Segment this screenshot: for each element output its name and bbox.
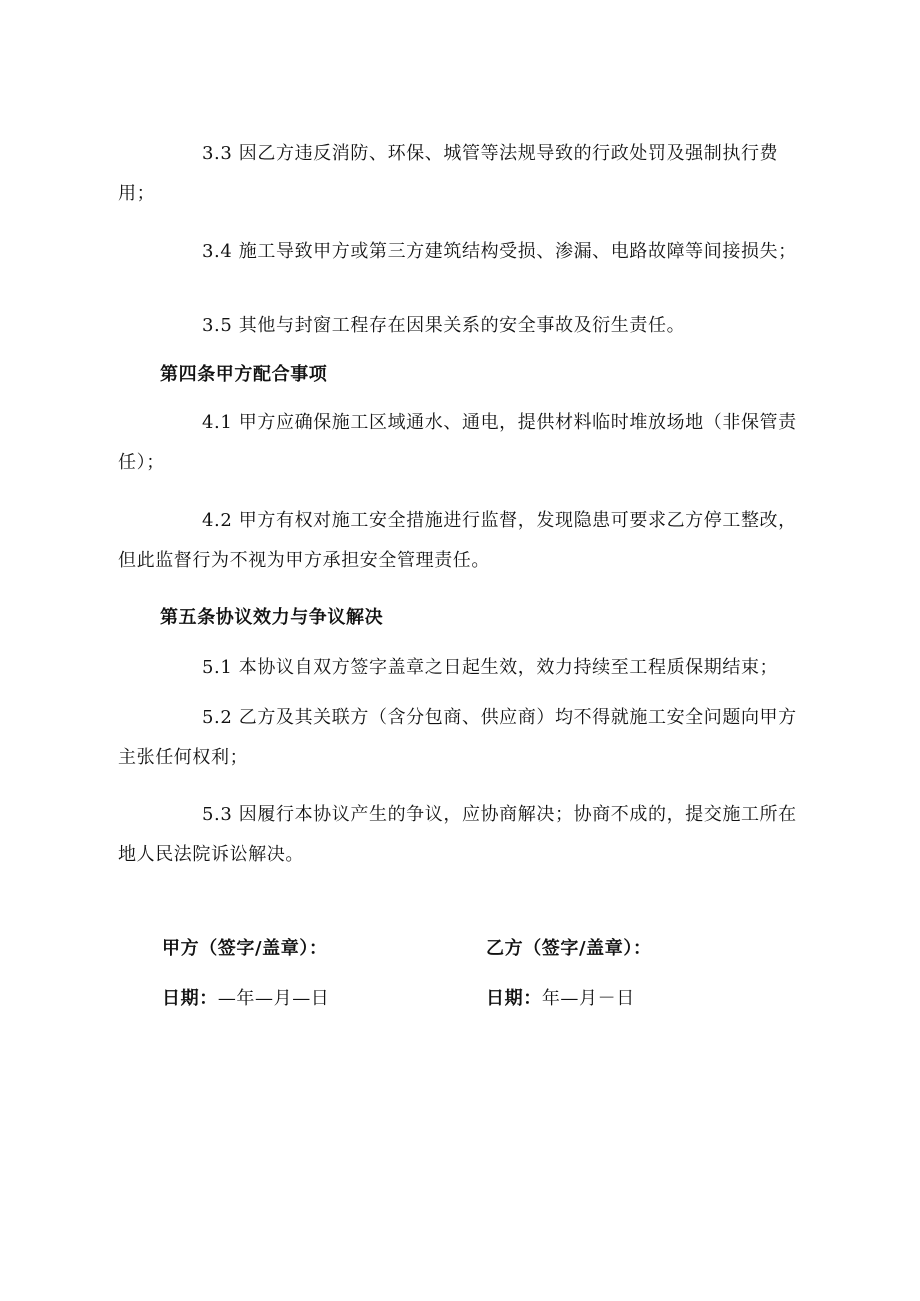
clause-5-3 <box>118 795 808 875</box>
clause-text: 其他与封窗工程存在因果关系的安全事故及衍生责任。 <box>238 315 686 336</box>
party-a-date <box>162 984 329 1014</box>
clause-text: 施工导致甲方或第三方建筑结构受损、渗漏、电路故障等间接损失； <box>238 241 797 262</box>
clause-number: 5.2 <box>202 707 233 728</box>
clause-text: 甲方应确保施工区域通水、通电，提供材料临时堆放场地（非保管责任）； <box>118 412 797 473</box>
clause-number: 5.1 <box>202 657 233 678</box>
date-value: —年—月—日 <box>217 988 330 1009</box>
clause-text: 甲方有权对施工安全措施进行监督，发现隐患可要求乙方停工整改，但此监督行为不视为甲方承担安全管理责任。 <box>118 510 797 571</box>
clause-text: 本协议自双方签字盖章之日起生效，效力持续至工程质保期结束； <box>238 657 779 678</box>
party-b-label: 乙方（签字/盖章）： <box>486 938 652 959</box>
party-a-signature <box>162 934 328 964</box>
clause-number: 3.5 <box>202 315 233 336</box>
clause-number: 4.2 <box>202 510 233 531</box>
party-b-date <box>486 984 635 1014</box>
clause-4-1 <box>118 403 808 483</box>
clause-text: 因履行本协议产生的争议，应协商解决；协商不成的，提交施工所在地人民法院诉讼解决。 <box>118 804 797 865</box>
party-b-signature <box>486 934 652 964</box>
section-heading-4: 第四条甲方配合事项 <box>160 364 328 385</box>
clause-3-4 <box>118 232 808 272</box>
clause-number: 5.3 <box>202 804 233 825</box>
clause-number: 4.1 <box>202 412 233 433</box>
clause-3-5 <box>118 306 808 346</box>
clause-number: 3.4 <box>202 241 233 262</box>
clause-3-3 <box>118 134 808 214</box>
section-heading-5: 第五条协议效力与争议解决 <box>160 607 384 628</box>
date-label: 日期： <box>162 988 218 1009</box>
clause-text: 因乙方违反消防、环保、城管等法规导致的行政处罚及强制执行费用； <box>118 143 779 204</box>
clause-5-2 <box>118 698 808 778</box>
clause-5-1 <box>118 648 808 688</box>
party-a-label: 甲方（签字/盖章）： <box>162 938 328 959</box>
clause-4-2 <box>118 501 808 581</box>
clause-text: 乙方及其关联方（含分包商、供应商）均不得就施工安全问题向甲方主张任何权利； <box>118 707 797 768</box>
date-value: 年—月－日 <box>541 988 635 1009</box>
clause-number: 3.3 <box>202 143 233 164</box>
date-label: 日期： <box>486 988 542 1009</box>
